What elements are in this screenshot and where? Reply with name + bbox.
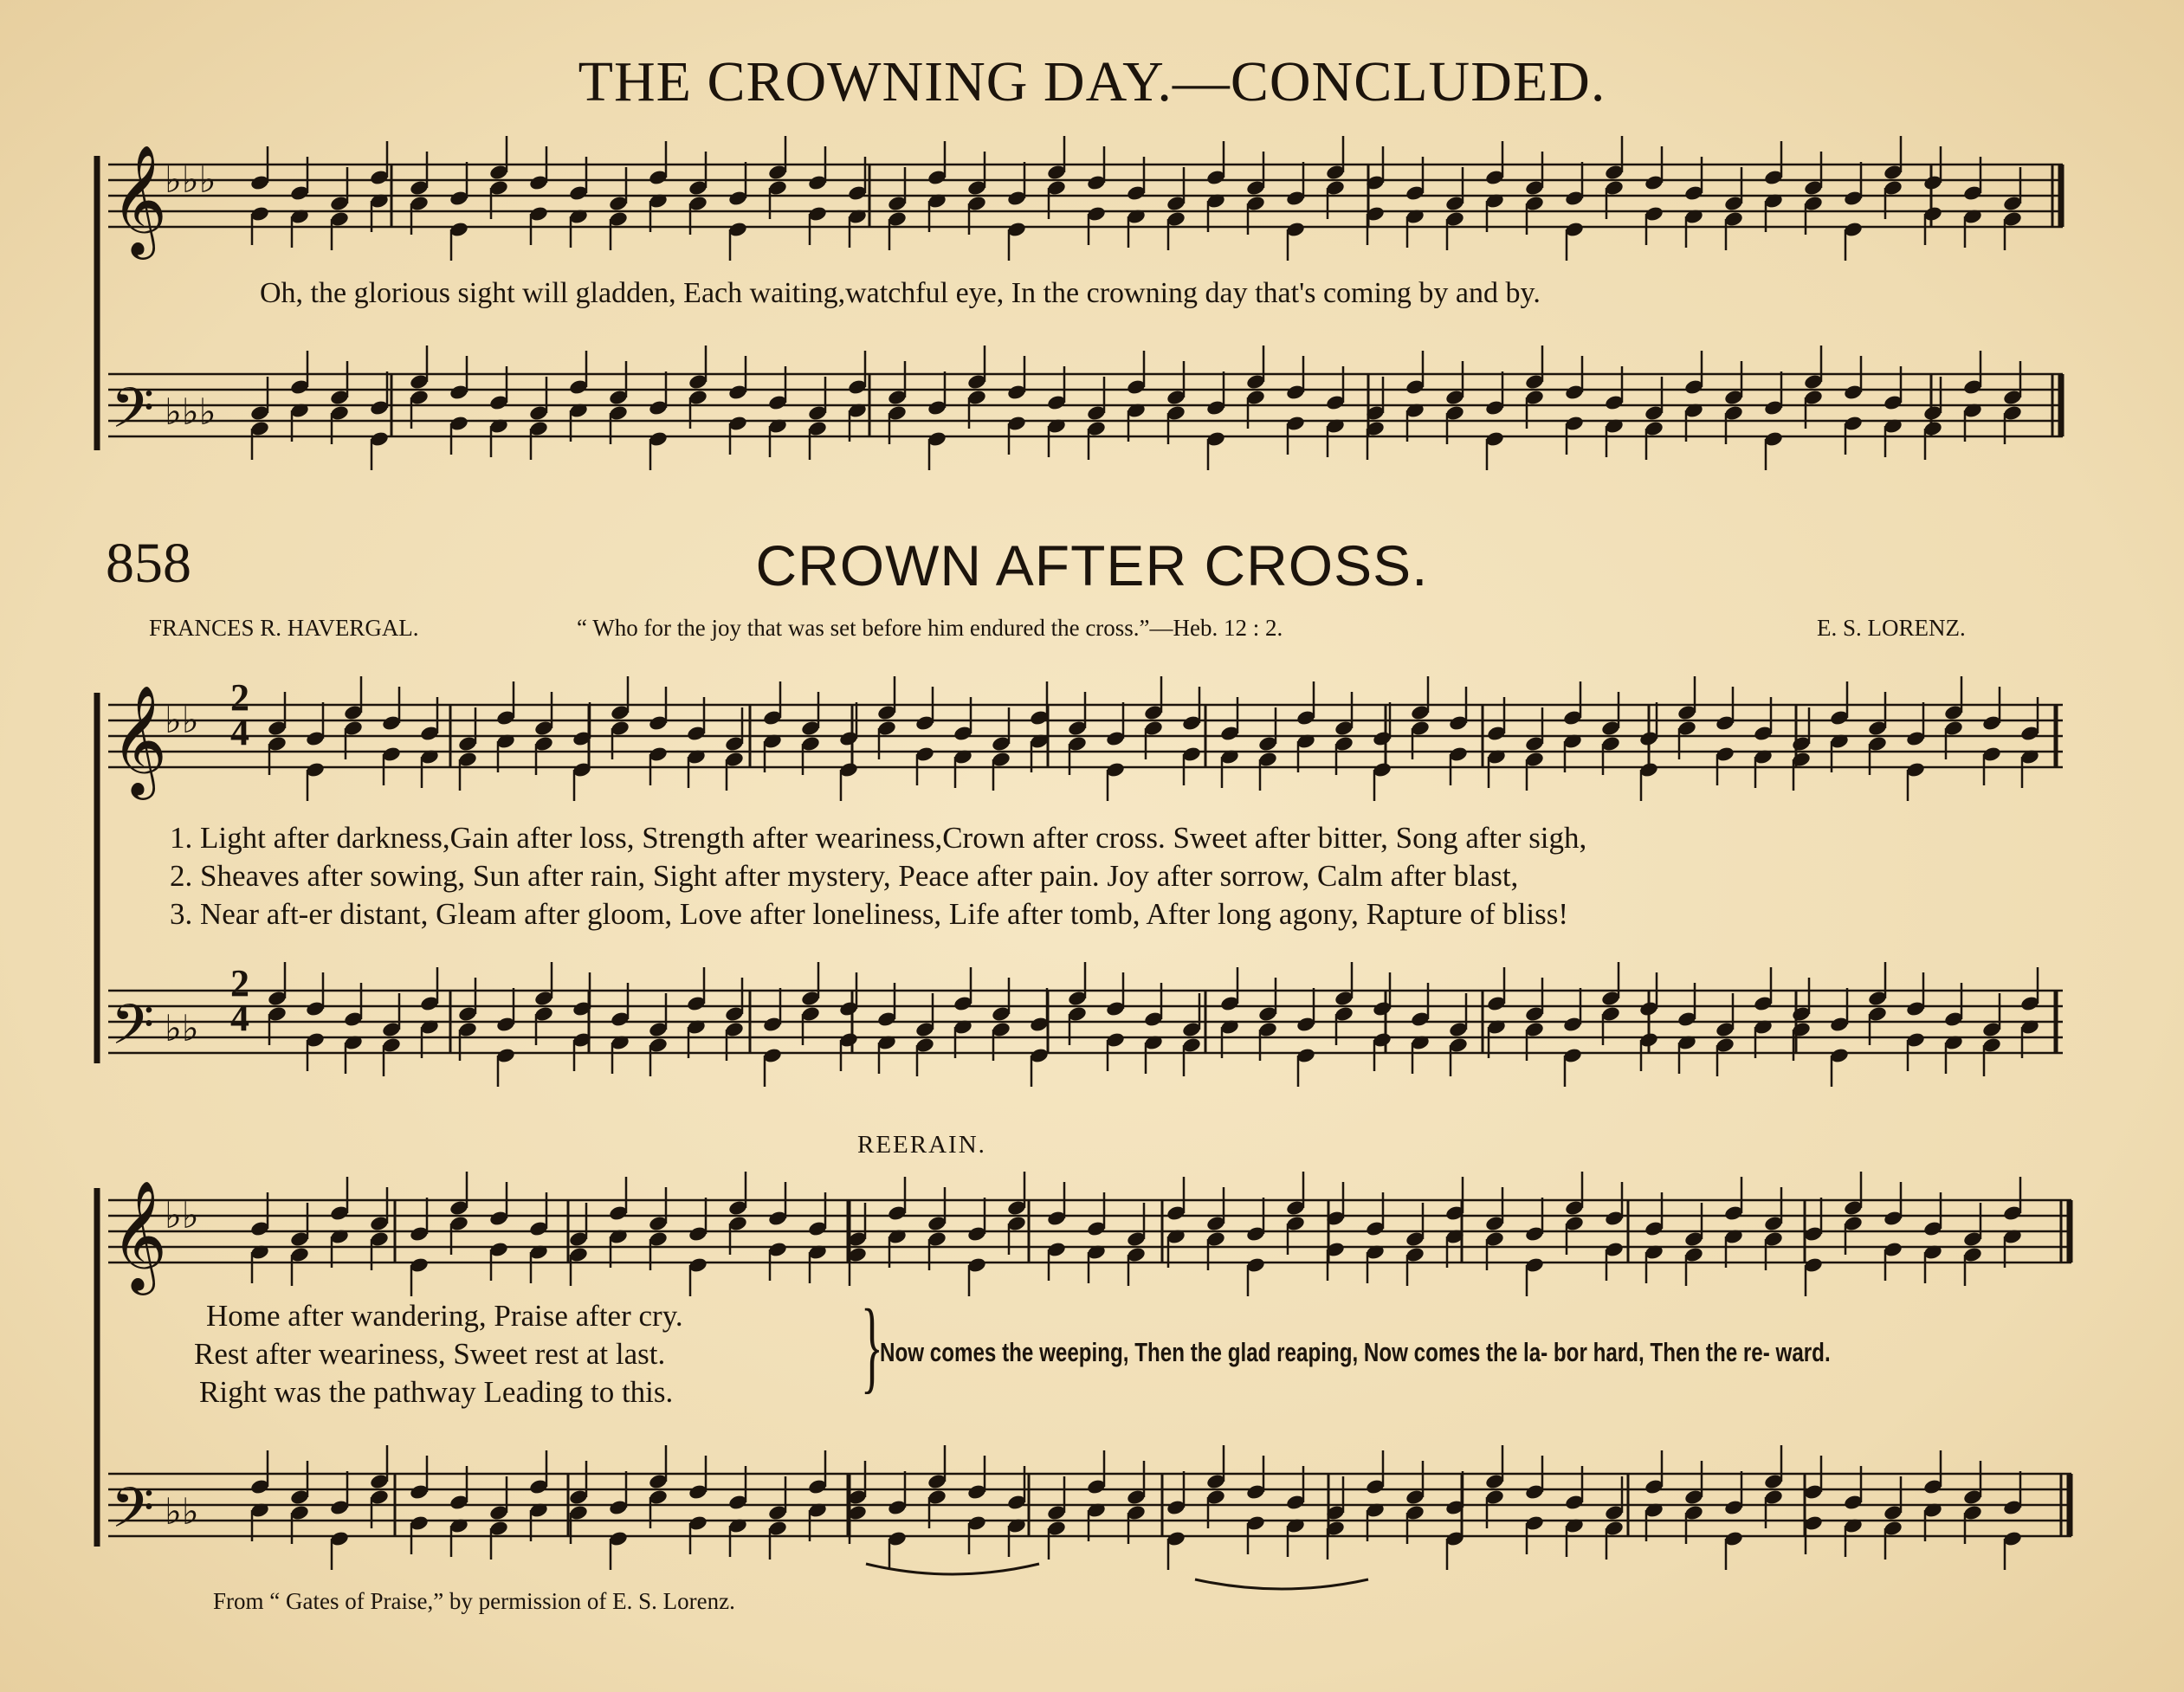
- svg-text:𝄞: 𝄞: [111, 144, 168, 255]
- svg-text:♭♭: ♭♭: [165, 1007, 199, 1049]
- continued-hymn-lyric: Oh, the glorious sight will gladden, Each waiting,watchful eye, In the crowning day that's coming by and by.: [260, 277, 1541, 309]
- scripture-epigraph: “ Who for the joy that was set before him endured the cross.”—Heb. 12 : 2.: [577, 615, 1283, 641]
- verse-2: 2. Sheaves after sowing, Sun after rain, Sight after mystery, Peace after pain. Joy after sorrow, Calm after blast,: [170, 859, 1519, 893]
- verse-ending-1: Home after wandering, Praise after cry.: [206, 1299, 683, 1333]
- svg-text:♭♭♭: ♭♭♭: [165, 158, 216, 201]
- hymn-title: CROWN AFTER CROSS.: [755, 533, 1429, 597]
- svg-text:𝄢: 𝄢: [111, 993, 155, 1071]
- time-signature-bass: 2 4: [230, 962, 249, 1039]
- time-signature-treble: 2 4: [230, 676, 249, 753]
- verse-1: 1. Light after darkness,Gain after loss, Strength after weariness,Crown after cross. Sweet after bitter, Song after sigh,: [170, 821, 1587, 855]
- verse-3: 3. Near aft-er distant, Gleam after gloom, Love after loneliness, Life after tomb, After long agony, Rapture of bliss!: [170, 897, 1568, 931]
- svg-text:𝄢: 𝄢: [111, 1476, 155, 1554]
- verse-ending-2: Rest after weariness, Sweet rest at last.: [194, 1337, 666, 1371]
- svg-text:♭♭♭: ♭♭♭: [165, 391, 216, 433]
- svg-text:𝄞: 𝄞: [111, 684, 168, 795]
- refrain-lyric: Now comes the weeping, Then the glad reaping, Now comes the la- bor hard, Then the re- ward.: [880, 1337, 1831, 1367]
- refrain-label: REERAIN.: [857, 1131, 986, 1159]
- continued-hymn-title: THE CROWNING DAY.—CONCLUDED.: [578, 50, 1606, 113]
- svg-text:♭♭: ♭♭: [165, 699, 199, 741]
- brace: }: [860, 1288, 883, 1403]
- svg-text:♭♭: ♭♭: [165, 1490, 199, 1533]
- svg-text:𝄞: 𝄞: [111, 1179, 168, 1290]
- svg-text:𝄢: 𝄢: [111, 377, 155, 455]
- permission-footer: From “ Gates of Praise,” by permission of E. S. Lorenz.: [213, 1588, 735, 1614]
- author-credit: FRANCES R. HAVERGAL.: [149, 615, 419, 641]
- svg-text:♭♭: ♭♭: [165, 1194, 199, 1237]
- verse-ending-3: Right was the pathway Leading to this.: [199, 1375, 674, 1409]
- hymn-number: 858: [106, 532, 191, 595]
- composer-credit: E. S. LORENZ.: [1817, 615, 1966, 641]
